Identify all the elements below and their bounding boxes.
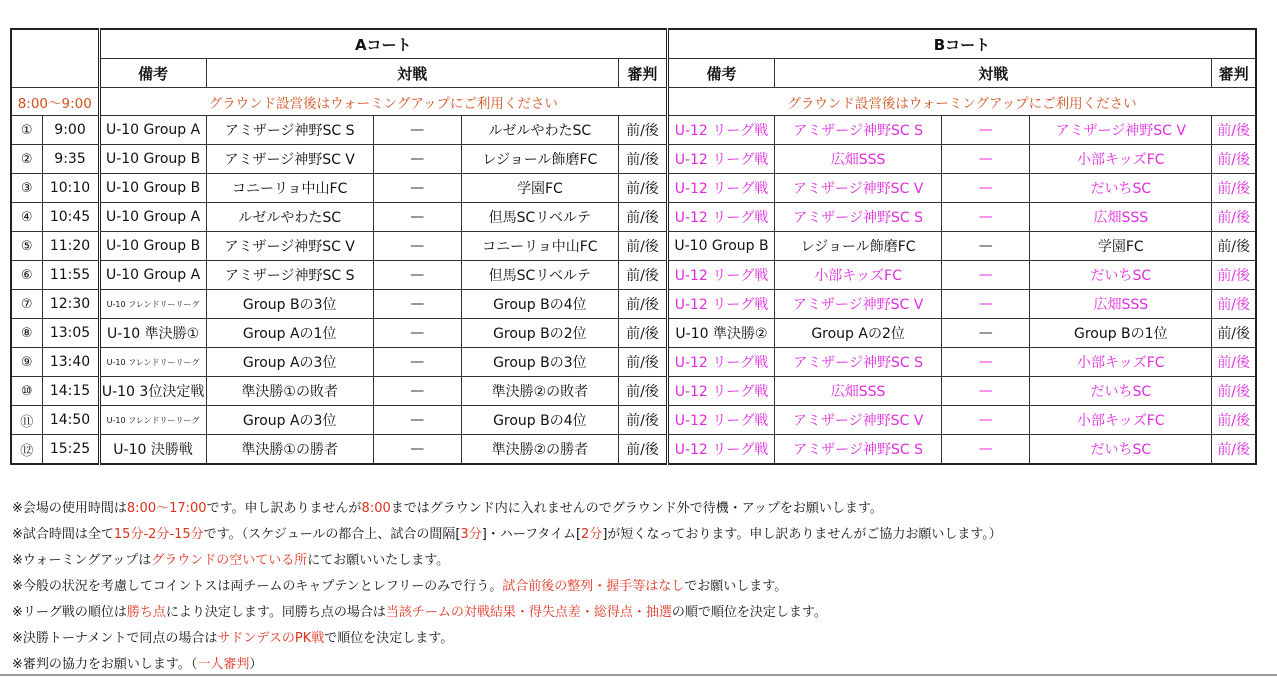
a-referee: 前/後 (618, 435, 667, 465)
a-note: U-10 3位決定戦 (99, 377, 206, 406)
a-vs-dash: — (373, 203, 461, 232)
a-note: U-10 フレンドリーリーグ (99, 290, 206, 319)
a-team1: コニーリョ中山FC (206, 174, 373, 203)
match-number: ⑪ (11, 406, 42, 435)
note-highlight: 8:00～17:00 (126, 501, 207, 516)
b-team2: アミザージ神野SC V (1030, 116, 1212, 145)
a-team1: アミザージ神野SC V (206, 145, 373, 174)
note-text: により決定します。同勝ち点の場合は (165, 605, 386, 620)
a-note: U-10 Group B (99, 145, 206, 174)
note-text: ※ウォーミングアップは (12, 553, 152, 568)
note-text: ※審判の協力をお願いします。（ (12, 657, 198, 672)
note-text: で順位を決定します。 (324, 631, 454, 646)
a-team2: 準決勝②の勝者 (461, 435, 618, 465)
match-number: ⑨ (11, 348, 42, 377)
b-referee: 前/後 (1212, 174, 1256, 203)
note-line (12, 574, 1262, 600)
match-time: 9:35 (42, 145, 99, 174)
a-team1: Group Aの1位 (206, 319, 373, 348)
a-shinpan-header: 審判 (618, 59, 667, 88)
match-number: ② (11, 145, 42, 174)
b-note: U-12 リーグ戦 (667, 116, 774, 145)
b-referee: 前/後 (1212, 203, 1256, 232)
b-vs-dash: — (942, 406, 1030, 435)
match-row (11, 435, 1256, 465)
a-team2: 学園FC (461, 174, 618, 203)
note-text: ） (249, 657, 263, 672)
b-note: U-12 リーグ戦 (667, 174, 774, 203)
b-referee: 前/後 (1212, 377, 1256, 406)
match-time: 14:15 (42, 377, 99, 406)
note-text: ※試合時間は全て (12, 527, 114, 542)
a-referee: 前/後 (618, 261, 667, 290)
match-time: 9:00 (42, 116, 99, 145)
note-text: の順で順位を決定します。 (671, 605, 827, 620)
b-note: U-12 リーグ戦 (667, 145, 774, 174)
a-referee: 前/後 (618, 174, 667, 203)
a-team1: Group Aの3位 (206, 348, 373, 377)
match-number: ⑥ (11, 261, 42, 290)
match-row (11, 232, 1256, 261)
match-number: ⑤ (11, 232, 42, 261)
a-note: U-10 Group A (99, 116, 206, 145)
note-text: ※リーグ戦の順位は (12, 605, 127, 620)
b-referee: 前/後 (1212, 145, 1256, 174)
b-referee: 前/後 (1212, 348, 1256, 377)
b-vs-dash: — (942, 203, 1030, 232)
court-a-title: Aコート (99, 29, 667, 59)
b-note: U-12 リーグ戦 (667, 435, 774, 465)
b-biko-header: 備考 (667, 59, 774, 88)
note-text: ※決勝トーナメントで同点の場合は (12, 631, 218, 646)
a-team2: Group Bの2位 (461, 319, 618, 348)
b-team1: 小部キッズFC (775, 261, 942, 290)
b-note: U-12 リーグ戦 (667, 261, 774, 290)
warmup-text-b: グラウンド設営後はウォーミングアップにご利用ください (667, 88, 1256, 116)
b-team2: 学園FC (1030, 232, 1212, 261)
b-vs-dash: — (942, 319, 1030, 348)
match-time: 10:45 (42, 203, 99, 232)
b-team1: アミザージ神野SC S (775, 435, 942, 465)
b-vs-dash: — (942, 116, 1030, 145)
match-time: 13:05 (42, 319, 99, 348)
a-note: U-10 Group B (99, 174, 206, 203)
b-team2: だいちSC (1030, 377, 1212, 406)
b-referee: 前/後 (1212, 406, 1256, 435)
note-text: にてお願いいたします。 (307, 553, 450, 568)
b-team2: 小部キッズFC (1030, 145, 1212, 174)
match-number: ⑫ (11, 435, 42, 465)
match-row (11, 203, 1256, 232)
b-team1: アミザージ神野SC S (775, 116, 942, 145)
a-vs-dash: — (373, 261, 461, 290)
note-highlight: 8:00 (361, 501, 391, 516)
a-vs-dash: — (373, 290, 461, 319)
a-vs-dash: — (373, 145, 461, 174)
a-referee: 前/後 (618, 116, 667, 145)
note-line (12, 600, 1262, 626)
a-note: U-10 Group A (99, 203, 206, 232)
match-row (11, 377, 1256, 406)
note-text: ]が短くなっております。申し訳ありませんがご協力お願いします。） (602, 527, 1002, 542)
note-line (12, 626, 1262, 652)
b-vs-dash: — (942, 348, 1030, 377)
note-highlight: グラウンドの空いている所 (151, 553, 308, 568)
b-team1: アミザージ神野SC S (775, 348, 942, 377)
a-note: U-10 フレンドリーリーグ (99, 406, 206, 435)
a-vs-dash: — (373, 232, 461, 261)
a-referee: 前/後 (618, 203, 667, 232)
match-time: 13:40 (42, 348, 99, 377)
a-vs-dash: — (373, 174, 461, 203)
note-line (12, 496, 1262, 522)
a-note: U-10 準決勝① (99, 319, 206, 348)
a-vs-dash: — (373, 406, 461, 435)
note-highlight: 当該チームの対戦結果・得失点差・総得点・抽選 (385, 605, 672, 620)
note-highlight: 勝ち点 (126, 605, 166, 620)
a-team2: 但馬SCリベルテ (461, 203, 618, 232)
b-note: U-12 リーグ戦 (667, 348, 774, 377)
match-time: 14:50 (42, 406, 99, 435)
a-team2: ルゼルやわたSC (461, 116, 618, 145)
a-referee: 前/後 (618, 145, 667, 174)
match-time: 15:25 (42, 435, 99, 465)
schedule-table (10, 28, 1257, 465)
match-number: ① (11, 116, 42, 145)
b-referee: 前/後 (1212, 261, 1256, 290)
a-team2: 但馬SCリベルテ (461, 261, 618, 290)
b-note: U-12 リーグ戦 (667, 377, 774, 406)
note-text: まではグラウンド内に入れませんのでグラウンド外で待機・アップをお願いします。 (390, 501, 883, 516)
b-note: U-12 リーグ戦 (667, 406, 774, 435)
a-referee: 前/後 (618, 377, 667, 406)
match-time: 11:55 (42, 261, 99, 290)
match-row (11, 116, 1256, 145)
b-team1: アミザージ神野SC V (775, 406, 942, 435)
a-biko-header: 備考 (99, 59, 206, 88)
warmup-row (11, 88, 1256, 116)
warmup-text-a: グラウンド設営後はウォーミングアップにご利用ください (99, 88, 667, 116)
a-team2: Group Bの3位 (461, 348, 618, 377)
court-b-title: Bコート (667, 29, 1256, 59)
a-team2: Group Bの4位 (461, 406, 618, 435)
a-vs-dash: — (373, 377, 461, 406)
match-number: ③ (11, 174, 42, 203)
b-team2: だいちSC (1030, 435, 1212, 465)
b-shinpan-header: 審判 (1212, 59, 1256, 88)
a-team1: Group Aの3位 (206, 406, 373, 435)
note-line (12, 522, 1262, 548)
b-note: U-12 リーグ戦 (667, 290, 774, 319)
match-row (11, 406, 1256, 435)
b-referee: 前/後 (1212, 319, 1256, 348)
note-highlight: サドンデスのPK戦 (217, 631, 325, 646)
match-time: 11:20 (42, 232, 99, 261)
note-highlight: 一人審判 (197, 657, 250, 672)
b-referee: 前/後 (1212, 435, 1256, 465)
b-note: U-12 リーグ戦 (667, 203, 774, 232)
a-referee: 前/後 (618, 348, 667, 377)
match-number: ⑧ (11, 319, 42, 348)
warmup-time: 8:00～9:00 (11, 88, 99, 116)
a-referee: 前/後 (618, 290, 667, 319)
a-team1: アミザージ神野SC S (206, 261, 373, 290)
note-text: です。申し訳ありませんが (206, 501, 362, 516)
b-team2: Group Bの1位 (1030, 319, 1212, 348)
a-referee: 前/後 (618, 406, 667, 435)
b-team1: 広畑SSS (775, 377, 942, 406)
note-highlight: 3分 (460, 527, 482, 542)
bottom-divider (0, 674, 1277, 676)
a-team2: コニーリョ中山FC (461, 232, 618, 261)
a-note: U-10 決勝戦 (99, 435, 206, 465)
b-vs-dash: — (942, 290, 1030, 319)
match-time: 12:30 (42, 290, 99, 319)
a-note: U-10 Group A (99, 261, 206, 290)
b-vs-dash: — (942, 174, 1030, 203)
column-header-row (11, 59, 1256, 88)
b-team2: 広畑SSS (1030, 203, 1212, 232)
b-team1: レジョール飾磨FC (775, 232, 942, 261)
corner-cell (11, 29, 99, 88)
b-team1: Group Aの2位 (775, 319, 942, 348)
note-text: ]・ハーフタイム[ (481, 527, 582, 542)
b-team2: 小部キッズFC (1030, 406, 1212, 435)
b-team2: だいちSC (1030, 174, 1212, 203)
b-vs-dash: — (942, 232, 1030, 261)
note-text: ※今般の状況を考慮してコイントスは両チームのキャプテンとレフリーのみで行う。 (12, 579, 503, 594)
match-row (11, 290, 1256, 319)
b-note: U-10 Group B (667, 232, 774, 261)
match-number: ④ (11, 203, 42, 232)
a-team2: レジョール飾磨FC (461, 145, 618, 174)
a-referee: 前/後 (618, 232, 667, 261)
a-vs-dash: — (373, 116, 461, 145)
b-note: U-10 準決勝② (667, 319, 774, 348)
a-taisen-header: 対戦 (206, 59, 618, 88)
a-team1: アミザージ神野SC V (206, 232, 373, 261)
b-vs-dash: — (942, 261, 1030, 290)
a-team2: 準決勝②の敗者 (461, 377, 618, 406)
b-vs-dash: — (942, 435, 1030, 465)
note-text: です。（スケジュールの都合上、試合の間隔[ (203, 527, 461, 542)
a-note: U-10 フレンドリーリーグ (99, 348, 206, 377)
b-referee: 前/後 (1212, 290, 1256, 319)
a-referee: 前/後 (618, 319, 667, 348)
b-team2: 広畑SSS (1030, 290, 1212, 319)
match-number: ⑩ (11, 377, 42, 406)
b-team1: アミザージ神野SC V (775, 174, 942, 203)
a-team2: Group Bの4位 (461, 290, 618, 319)
a-team1: Group Bの3位 (206, 290, 373, 319)
a-note: U-10 Group B (99, 232, 206, 261)
b-team2: 小部キッズFC (1030, 348, 1212, 377)
match-time: 10:10 (42, 174, 99, 203)
notes-section (12, 496, 1262, 678)
b-team1: 広畑SSS (775, 145, 942, 174)
a-team1: 準決勝①の勝者 (206, 435, 373, 465)
b-referee: 前/後 (1212, 116, 1256, 145)
match-row (11, 145, 1256, 174)
match-row (11, 174, 1256, 203)
a-vs-dash: — (373, 435, 461, 465)
a-team1: 準決勝①の敗者 (206, 377, 373, 406)
note-highlight: 2分 (581, 527, 603, 542)
a-vs-dash: — (373, 348, 461, 377)
a-vs-dash: — (373, 319, 461, 348)
a-team1: アミザージ神野SC S (206, 116, 373, 145)
match-row (11, 348, 1256, 377)
a-team1: ルゼルやわたSC (206, 203, 373, 232)
note-highlight: 試合前後の整列・握手等はなし (502, 579, 685, 594)
b-taisen-header: 対戦 (775, 59, 1212, 88)
b-team2: だいちSC (1030, 261, 1212, 290)
b-team1: アミザージ神野SC V (775, 290, 942, 319)
match-row (11, 319, 1256, 348)
b-vs-dash: — (942, 145, 1030, 174)
note-text: でお願いします。 (684, 579, 788, 594)
match-number: ⑦ (11, 290, 42, 319)
note-line (12, 548, 1262, 574)
match-row (11, 261, 1256, 290)
b-referee: 前/後 (1212, 232, 1256, 261)
b-team1: アミザージ神野SC S (775, 203, 942, 232)
b-vs-dash: — (942, 377, 1030, 406)
note-text: ※会場の使用時間は (12, 501, 127, 516)
note-highlight: 15分-2分-15分 (113, 527, 204, 542)
court-header-row (11, 29, 1256, 59)
